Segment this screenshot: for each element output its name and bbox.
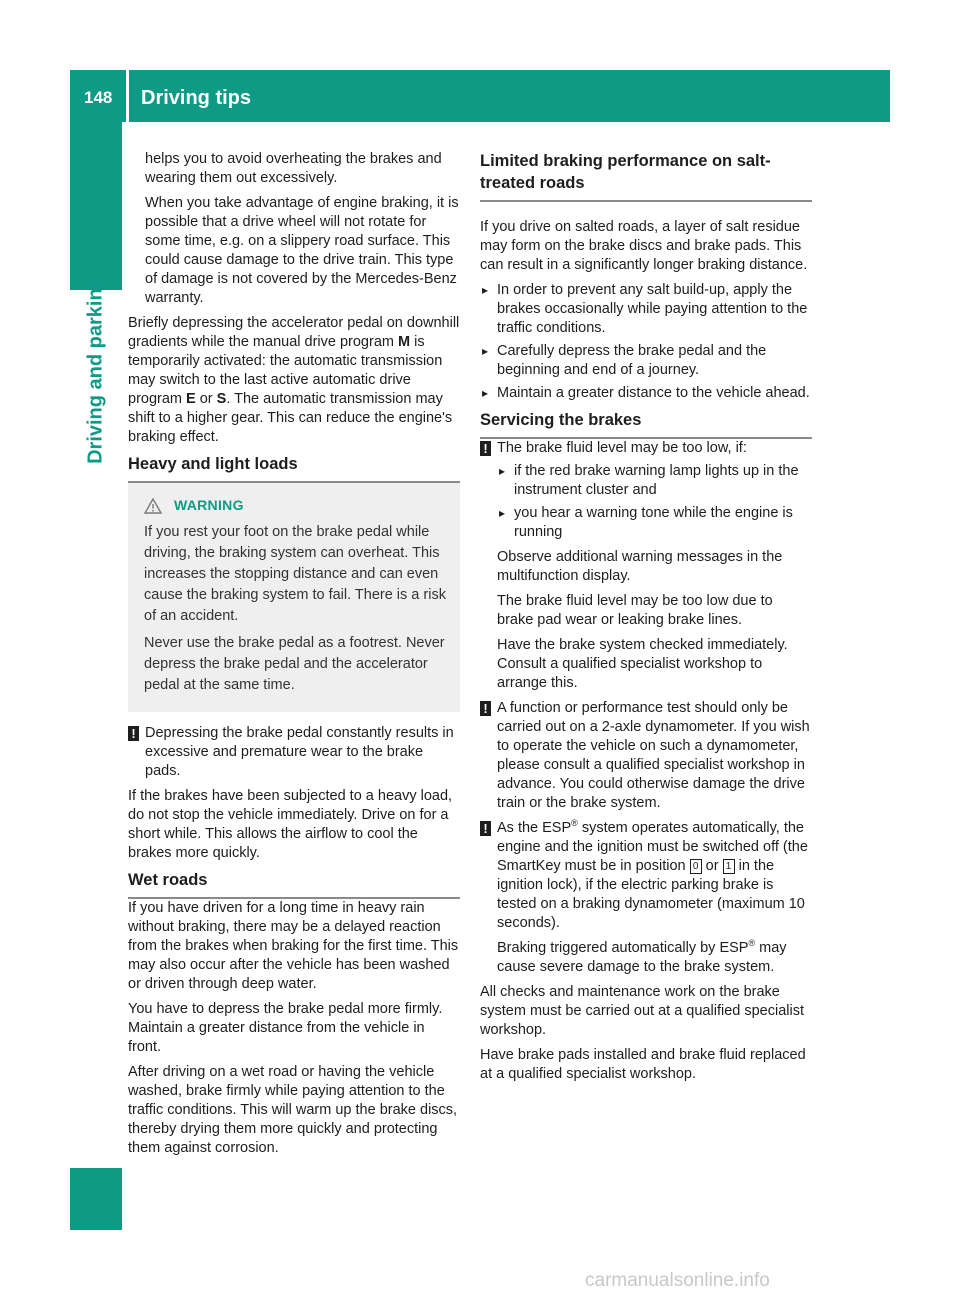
heading-service: Servicing the brakes xyxy=(480,409,812,439)
left-column xyxy=(128,150,460,1164)
warning-triangle-icon xyxy=(144,498,162,514)
heading-loads: Heavy and light loads xyxy=(128,453,460,483)
warning-box xyxy=(128,483,460,712)
bullet-list xyxy=(497,462,812,542)
heading-salt: Limited braking performance on salt-treated roads xyxy=(480,150,812,202)
text-run: or xyxy=(195,391,217,407)
text-run: may cause severe damage to the brake system. xyxy=(497,940,787,975)
text-run: in the ignition lock), if the electric parking brake is tested on a braking dynamometer (maximum 10 seconds). xyxy=(497,858,805,931)
notice-text: Observe additional warning messages in the multifunction display. xyxy=(497,549,783,584)
warning-title: WARNING xyxy=(174,497,244,513)
right-column xyxy=(480,150,812,1090)
text-run: Briefly depressing the accelerator pedal on downhill gradients while the manual drive program xyxy=(128,315,460,350)
paragraph: After driving on a wet road or having the vehicle washed, brake firmly while paying attention to the traffic conditions. This will warm up the brake discs, thereby drying them more quickly and protecting them against corrosion. xyxy=(128,1064,458,1156)
warning-text: Never use the brake pedal as a footrest. Never depress the brake pedal and the accelerator pedal at the same time. xyxy=(144,635,445,693)
paragraph: helps you to avoid overheating the brakes and wearing them out excessively. xyxy=(145,151,442,186)
text-run: is temporarily activated: the automatic transmission may switch to the last active automatic drive program xyxy=(128,334,443,407)
bullet-list xyxy=(480,281,812,403)
paragraph: If you drive on salted roads, a layer of salt residue may form on the brake discs and brake pads. This can result in a significantly longer braking distance. xyxy=(480,219,808,273)
notice-icon: ! xyxy=(480,701,491,716)
paragraph: All checks and maintenance work on the brake system must be carried out at a qualified specialist workshop. xyxy=(480,984,804,1038)
paragraph: If the brakes have been subjected to a heavy load, do not stop the vehicle immediately. Drive on for a short while. This allows the airflow to cool the brakes more quickly. xyxy=(128,788,453,861)
warning-header xyxy=(144,495,450,516)
list-item: ▸ In order to prevent any salt build-up, apply the brakes occasionally while paying attention to the traffic conditions. xyxy=(480,281,812,338)
notice-icon: ! xyxy=(480,821,491,836)
header-divider xyxy=(126,70,129,122)
paragraph: When you take advantage of engine braking, it is possible that a drive wheel will not rotate for some time, e.g. on a slippery road surface. This could cause damage to the drive train. This type of damage is not covered by the Mercedes-Benz warranty. xyxy=(145,195,459,306)
program-e: E xyxy=(186,391,196,407)
notice-text: Have the brake system checked immediately. Consult a qualified specialist workshop to arrange this. xyxy=(497,637,788,691)
text-run: . The automatic transmission may shift to a higher gear. This can reduce the engine's braking effect. xyxy=(128,391,453,445)
heading-wet: Wet roads xyxy=(128,869,460,899)
text-run: or xyxy=(701,858,723,874)
notice xyxy=(128,724,460,781)
list-item: ▸ Maintain a greater distance to the vehicle ahead. xyxy=(480,384,812,403)
notice xyxy=(480,439,812,693)
list-item: ▸ Carefully depress the brake pedal and the beginning and end of a journey. xyxy=(480,342,812,380)
notice-icon: ! xyxy=(480,441,491,456)
notice-text: The brake fluid level may be too low, if: xyxy=(497,440,747,456)
notice xyxy=(480,699,812,813)
notice-text xyxy=(497,939,812,977)
program-m: M xyxy=(398,334,411,350)
program-s: S xyxy=(216,391,227,407)
list-item: ▸ you hear a warning tone while the engine is running xyxy=(497,504,812,542)
registered-mark: ® xyxy=(748,938,756,949)
paragraph: If you have driven for a long time in heavy rain without braking, there may be a delayed reaction from the brakes when braking for the first time. This may also occur after the vehicle has been washed or driven through deep water. xyxy=(128,900,459,992)
watermark: carmanualsonline.info xyxy=(585,1270,770,1291)
warning-text: If you rest your foot on the brake pedal while driving, the braking system can overheat. This increases the stopping distance and can even cause the braking system to fail. There is a risk of an accident. xyxy=(144,524,446,624)
page-number: 148 xyxy=(84,88,113,107)
key-position-0-icon: 0 xyxy=(690,859,702,874)
registered-mark: ® xyxy=(571,818,578,829)
text-run: system operates automatically, the engine and the ignition must be switched off (the SmartKey must be in position xyxy=(497,820,808,874)
notice-text xyxy=(497,819,812,933)
notice-icon: ! xyxy=(128,726,139,741)
text-run: Braking triggered automatically by ESP xyxy=(497,940,749,956)
list-item: ▸ if the red brake warning lamp lights up in the instrument cluster and xyxy=(497,462,812,500)
notice-text: Depressing the brake pedal constantly results in excessive and premature wear to the brake pads. xyxy=(145,725,454,779)
paragraph xyxy=(128,314,460,447)
notice xyxy=(480,819,812,977)
key-position-1-icon: 1 xyxy=(723,859,735,874)
chapter-label-text: Driving and parking xyxy=(84,276,107,464)
paragraph: You have to depress the brake pedal more firmly. Maintain a greater distance from the vehicle in front. xyxy=(128,1001,443,1055)
notice-text: The brake fluid level may be too low due to brake pad wear or leaking brake lines. xyxy=(497,593,773,628)
paragraph: Have brake pads installed and brake fluid replaced at a qualified specialist workshop. xyxy=(480,1047,806,1082)
section-title: Driving tips xyxy=(141,87,252,109)
notice-text: A function or performance test should only be carried out on a 2-axle dynamometer. If you wish to operate the vehicle on such a dynamometer, please consult a qualified specialist workshop in advance. You could otherwise damage the drive train or the brake system. xyxy=(497,700,810,811)
text-run: As the ESP xyxy=(497,820,572,836)
